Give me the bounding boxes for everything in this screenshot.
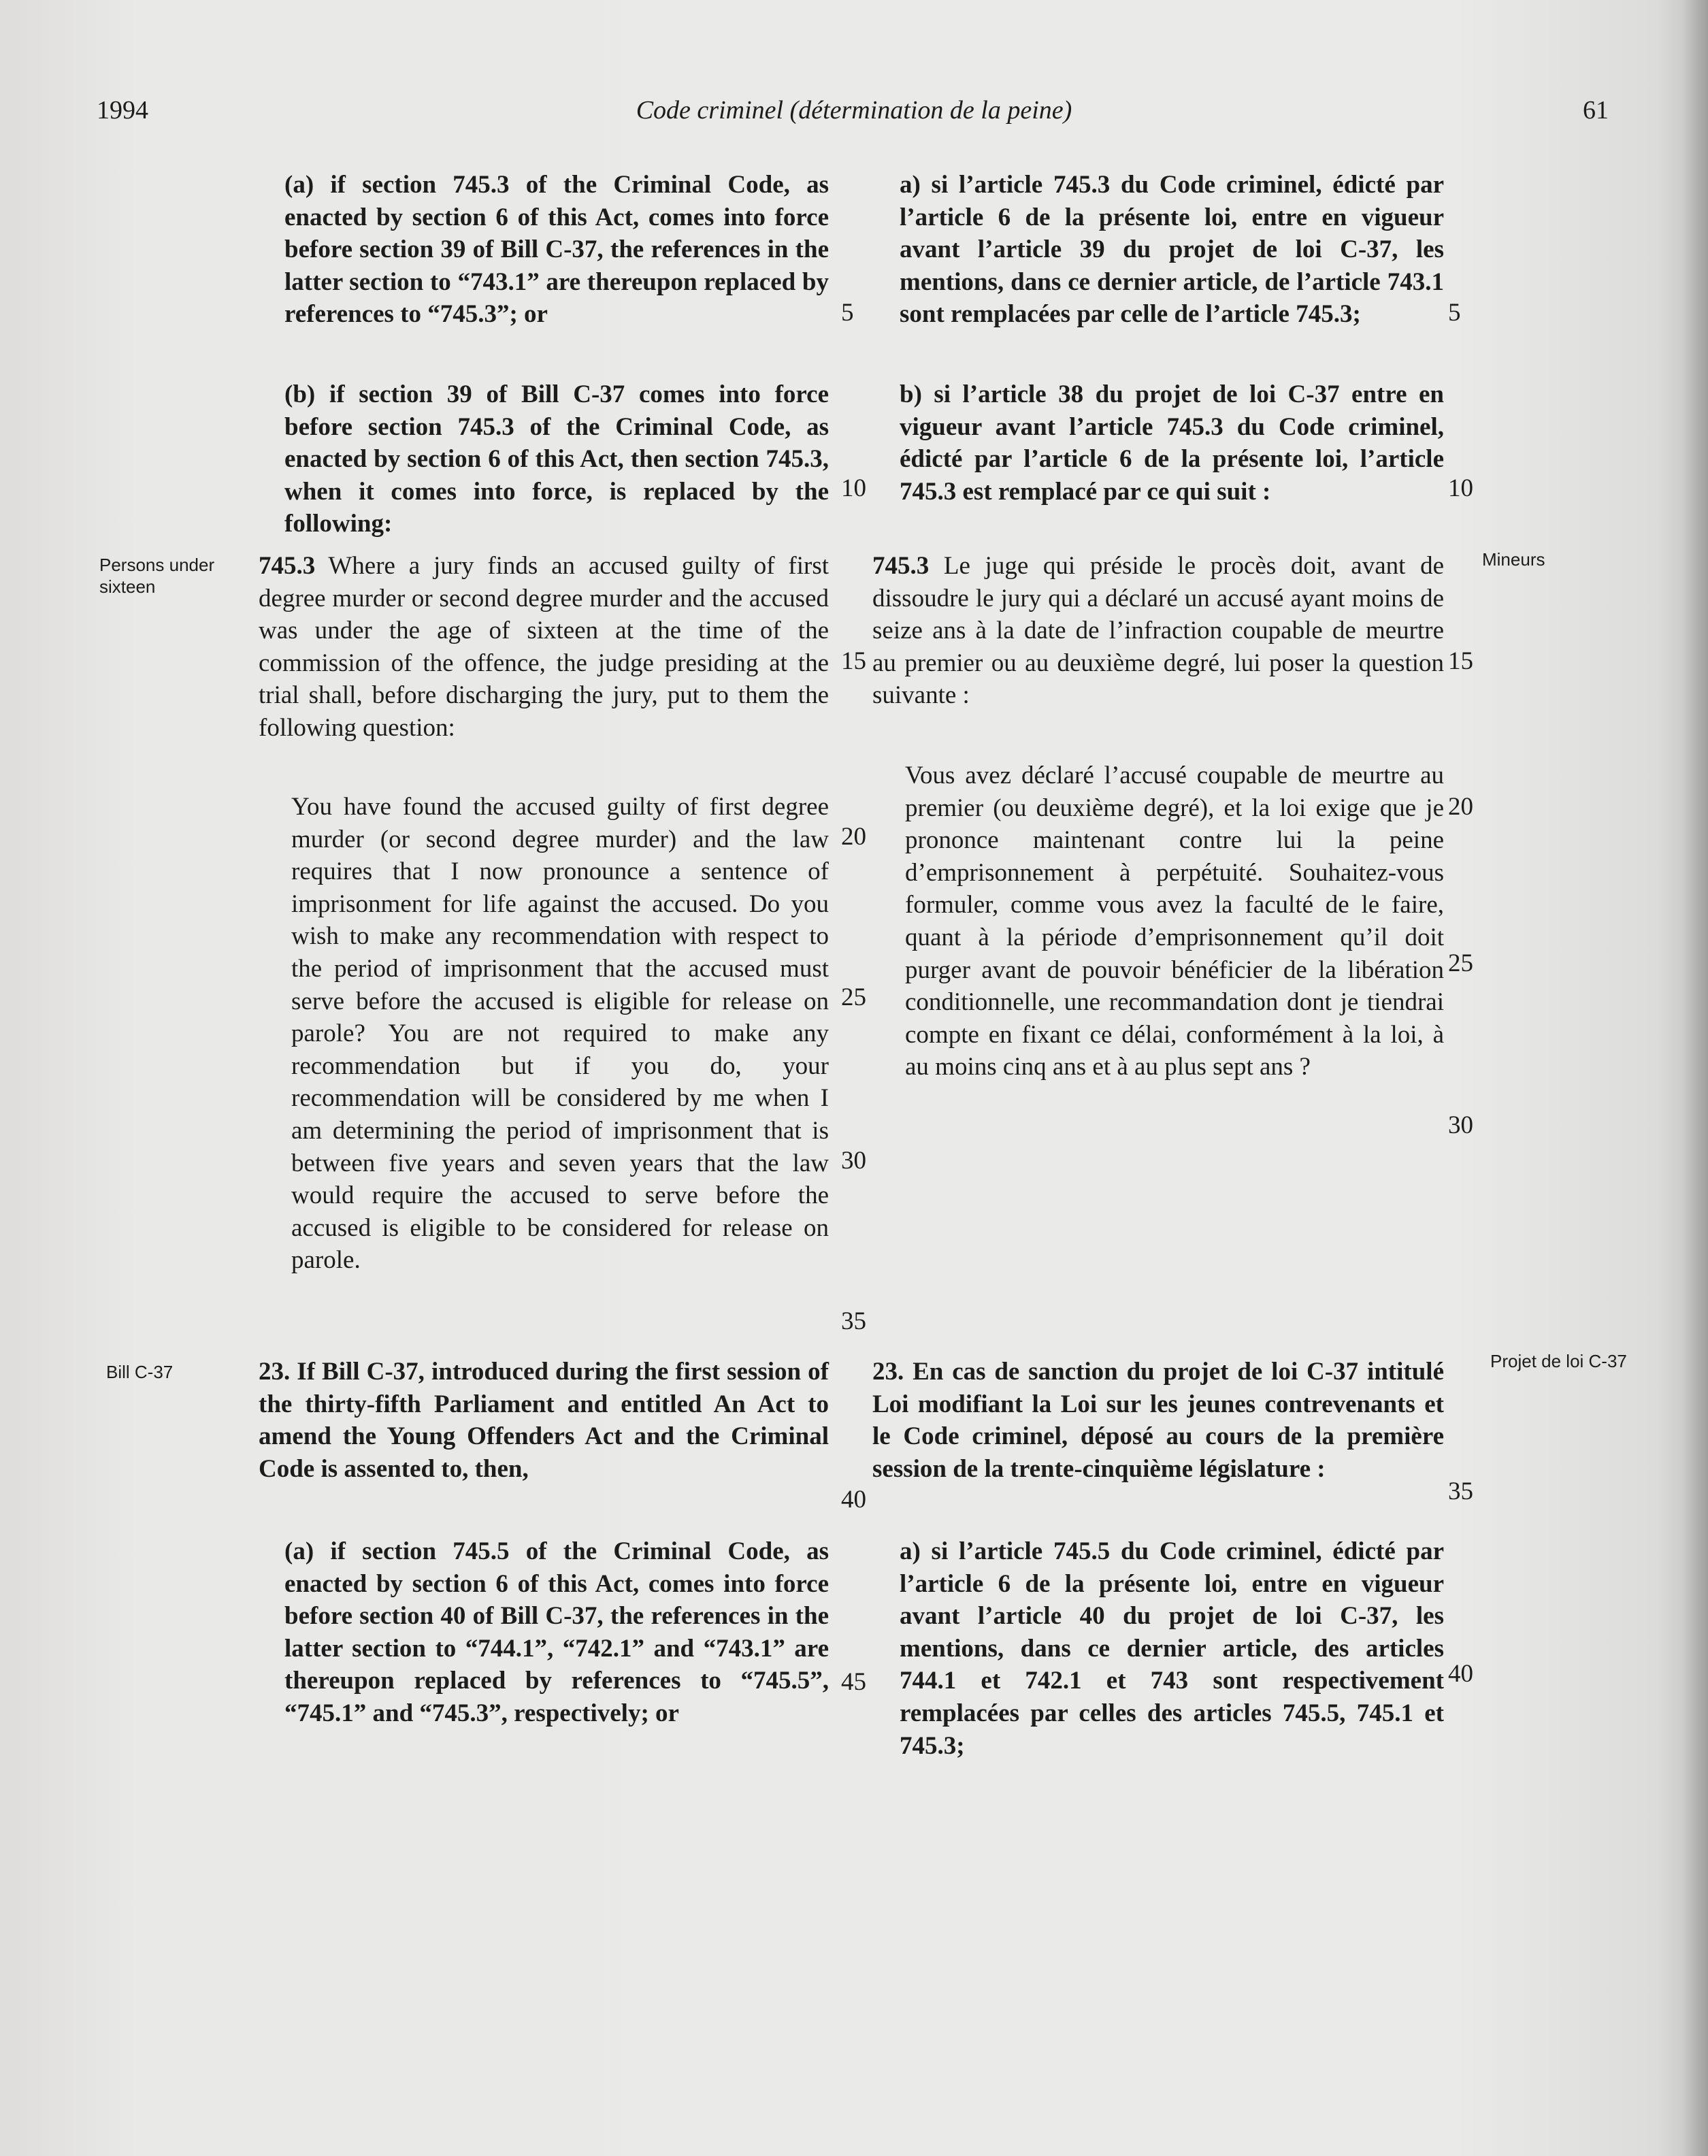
line-number: 35 (841, 1307, 866, 1335)
en-paragraph-b-1: (b) if section 39 of Bill C-37 comes into force before section 745.3 of the Criminal Code, as enacted by section 6 of this Act, then section 745.3, when it comes into force, is replaced by the following: (284, 380, 829, 538)
line-number: 10 (841, 474, 866, 502)
line-number: 20 (841, 823, 866, 851)
margin-note-mineurs: Mineurs (1482, 549, 1545, 570)
line-number: 45 (841, 1668, 866, 1696)
fr-paragraph-b-1: b) si l’article 38 du projet de loi C-37 entre en vigueur avant l’article 745.3 du Code criminel, édicté par l’article 6 de la présente loi, l’article 745.3 est remplacé par ce qui suit : (900, 380, 1444, 506)
page-number: 61 (1583, 96, 1609, 125)
section-text: Le juge qui préside le procès doit, avant de dissoudre le jury qui a déclaré un accusé ayant moins de seize ans à la date de l’infraction coupable de meurtre au premier ou au deuxième degré, lui poser la question suivante : (872, 552, 1444, 710)
en-section-23 (259, 1356, 829, 1485)
line-number: 30 (1448, 1111, 1473, 1139)
header-year: 1994 (97, 96, 148, 125)
section-text: If Bill C-37, introduced during the first session of the thirty-fifth Parliament and entitled An Act to amend the Young Offenders Act and the Criminal Code is assented to, then, (259, 1358, 829, 1483)
margin-note-bill-c37: Bill C-37 (106, 1362, 174, 1382)
fr-paragraph-a-2: a) si l’article 745.5 du Code criminel, édicté par l’article 6 de la présente loi, entre en vigueur avant l’article 40 du projet de loi C-37, les mentions, dans ce dernier article, des articles 744.1 et 742.1 et 743 sont respectivement remplacées par celles des articles 745.5, 745.1 et 745.3; (900, 1537, 1444, 1760)
fr-section-23 (872, 1356, 1444, 1485)
line-number: 40 (1448, 1660, 1473, 1688)
en-paragraph-a-2: (a) if section 745.5 of the Criminal Code, as enacted by section 6 of this Act, comes into force before section 40 of Bill C-37, the references in the latter section to “744.1”, “742.1” and “743.1” are thereupon replaced by references to “745.5”, “745.1” and “745.3”, respectively; or (284, 1537, 829, 1727)
section-text: En cas de sanction du projet de loi C-37 intitulé Loi modifiant la Loi sur les jeunes contrevenants et le Code criminel, déposé au cours de la première session de la trente-cinquième législature : (872, 1358, 1444, 1483)
line-number: 15 (841, 647, 866, 675)
margin-note-persons-under-sixteen: Persons under sixteen (99, 555, 215, 597)
line-number: 10 (1448, 474, 1473, 502)
fr-section-745-3 (872, 550, 1444, 712)
line-number: 25 (841, 983, 866, 1011)
line-number: 5 (1448, 299, 1461, 327)
line-number: 40 (841, 1486, 866, 1514)
en-jury-question: You have found the accused guilty of first degree murder (or second degree murder) and the law requires that I now pronounce a sentence of imprisonment for life against the accused. Do you wish to make any recommendation with respect to the period of imprisonment that the accused must serve before the accused is eligible for release on parole? You are not required to make any recommendation but if you do, your recommendation will be considered by me when I am determining the period of imprisonment that is between five years and seven years that the law would require the accused to serve before the accused is eligible to be considered for release on parole. (291, 793, 829, 1275)
line-number: 15 (1448, 647, 1473, 675)
line-number: 35 (1448, 1477, 1473, 1505)
line-number: 5 (841, 299, 854, 327)
section-number: 745.3 (872, 552, 930, 580)
margin-note-projet-de-loi: Projet de loi C-37 (1490, 1351, 1627, 1371)
line-number: 25 (1448, 949, 1473, 977)
section-number: 23. (872, 1358, 904, 1386)
section-number: 745.3 (259, 552, 316, 580)
line-number: 30 (841, 1147, 866, 1175)
en-section-745-3 (259, 550, 829, 745)
line-number: 20 (1448, 793, 1473, 821)
fr-jury-question: Vous avez déclaré l’accusé coupable de meurtre au premier (ou deuxième degré), et la loi exige que je prononce maintenant contre lui la peine d’emprisonnement à perpétuité. Souhaitez-vous formuler, comme vous avez la faculté de le faire, quant à la période d’emprisonnement qu’il doit purger avant de pouvoir bénéficier de la libération conditionnelle, une recommandation dont je tiendrai compte en fixant ce délai, conformément à la loi, à au moins cinq ans et à au plus sept ans ? (905, 762, 1444, 1081)
section-text: Where a jury finds an accused guilty of first degree murder or second degree murder and the accused was under the age of sixteen at the time of the commission of the offence, the judge presiding at the trial shall, before discharging the jury, put to them the following question: (259, 552, 829, 742)
book-spine-shadow (1681, 0, 1708, 2156)
section-number: 23. (259, 1358, 291, 1386)
en-paragraph-a-1: (a) if section 745.3 of the Criminal Code, as enacted by section 6 of this Act, comes into force before section 39 of Bill C-37, the references in the latter section to “743.1” are thereupon replaced by references to “745.3”; or (284, 171, 829, 329)
header-title: Code criminel (détermination de la peine) (636, 96, 1072, 125)
fr-paragraph-a-1: a) si l’article 745.3 du Code criminel, édicté par l’article 6 de la présente loi, entre en vigueur avant l’article 39 du projet de loi C-37, les mentions, dans ce dernier article, de l’article 743.1 sont remplacées par celle de l’article 745.3; (900, 171, 1444, 329)
